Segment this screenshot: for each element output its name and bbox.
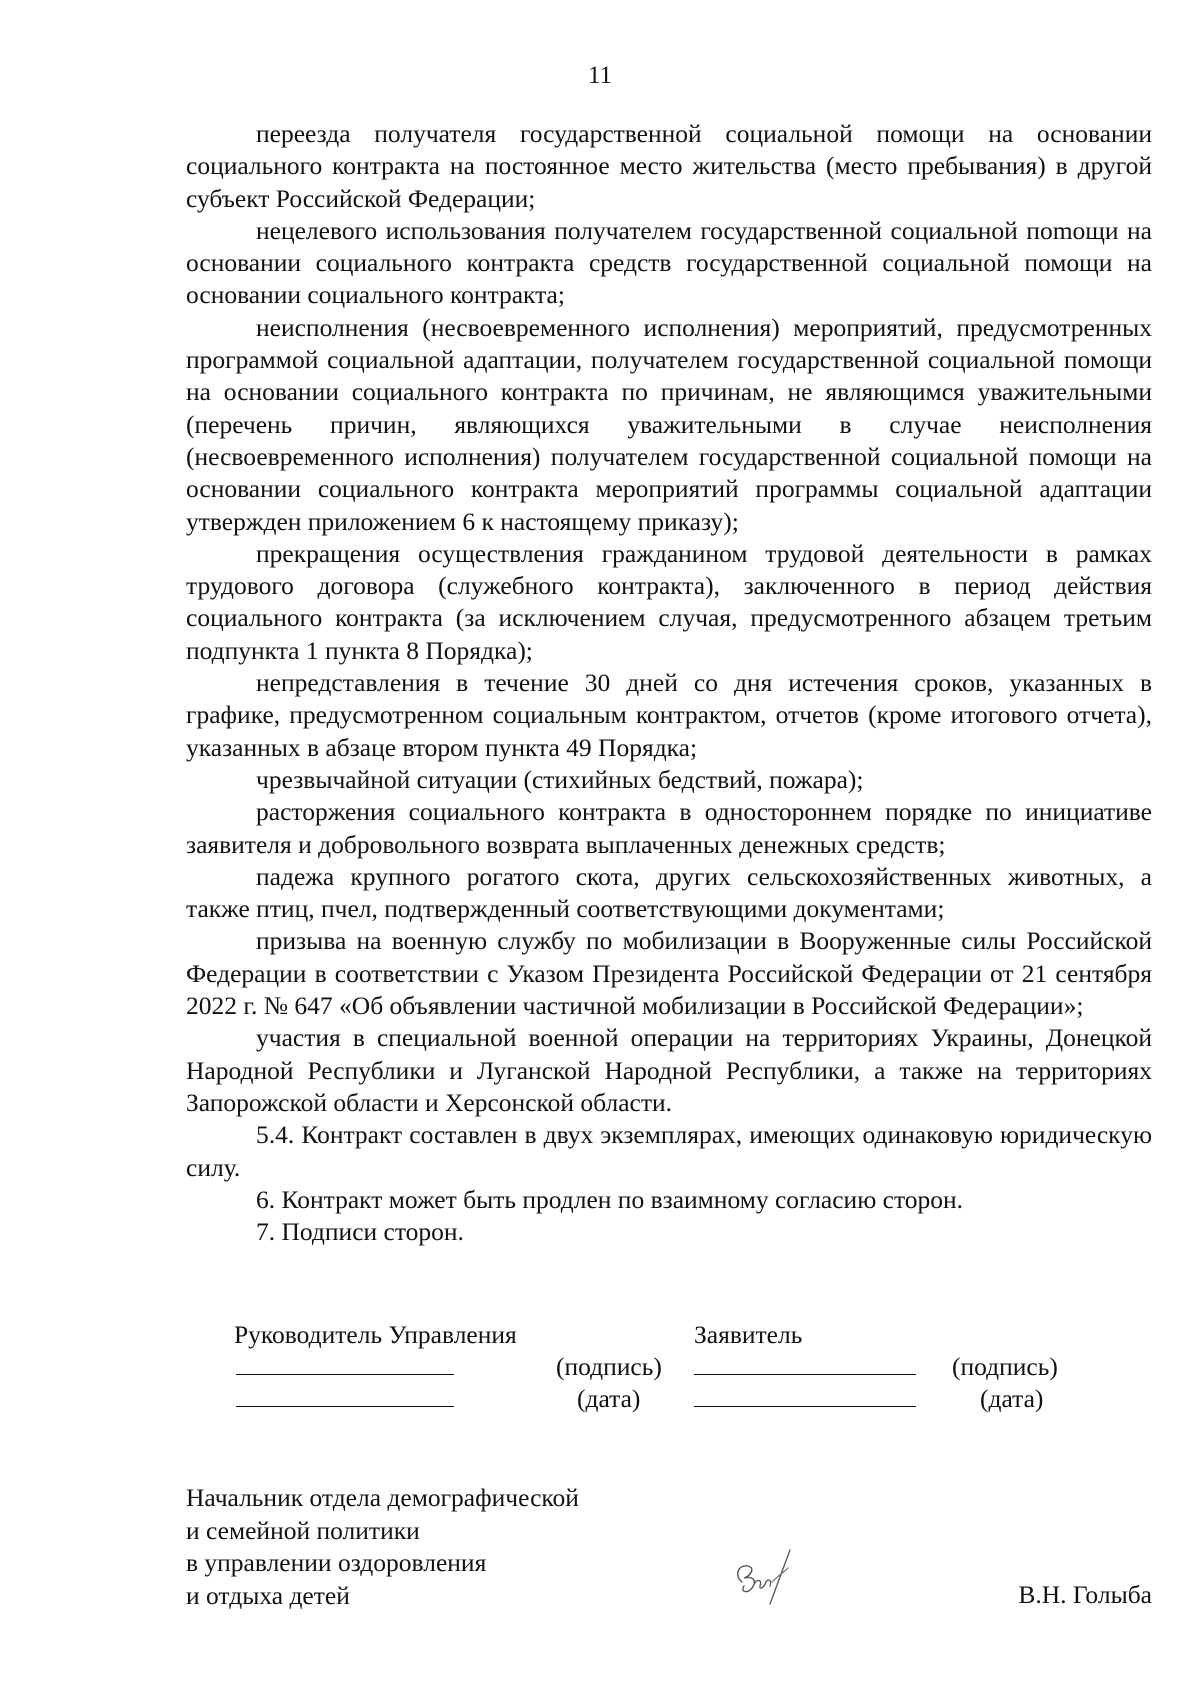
paragraph-non-submission-of-reports: непредставления в течение 30 дней со дня истечения сроков, указанных в графике, предусмотренном социальным контрактом, отчетов (кроме итогового отчета), указанных в абзаце втором пункта 49 Порядка; [186, 668, 1152, 762]
paragraph-special-operation: участия в специальной военной операции на территориях Украины, Донецкой Народной Республики и Луганской Народной Республики, а также на территориях Запорожской области и Херсонской области. [186, 1023, 1152, 1117]
signature-line-applicant [694, 1374, 916, 1375]
date-line-head [236, 1406, 454, 1407]
paragraph-mobilization: призыва на военную службу по мобилизации в Вооруженные силы Российской Федерации в соответствии с Указом Президента Российской Федерации от 21 сентября 2022 г. № 647 «Об объявлении частичной мобилизации в Российской Федерации»; [186, 926, 1152, 1021]
paragraph-relocation: переезда получателя государственной социальной помощи на основании социального контракта на постоянное место жительства (место пребывания) в другой субъект Российской Федерации; [186, 119, 1152, 213]
date-line-applicant [694, 1406, 916, 1407]
page-number: 11 [587, 62, 613, 89]
date-caption-head: (дата) [577, 1384, 641, 1413]
contract-body [186, 118, 1152, 1248]
position-line: и семейной политики [186, 1515, 420, 1545]
paragraph-non-fulfillment: неисполнения (несвоевременного исполнения) мероприятий, предусмотренных программой социальной адаптации, получателем государственной социальной помощи на основании социального контракта по причинам, не являющимся уважительными (перечень причин, являющихся уважительными в случае неисполнения (несвоевременного исполнения) получателем государственной социальной помощи на основании социального контракта мероприятий программы социальной адаптации утвержден приложением 6 к настоящему приказу); [186, 312, 1152, 536]
clause-5-4: 5.4. Контракт составлен в двух экземплярах, имеющих одинаковую юридическую силу. [186, 1120, 1152, 1182]
signature-caption-applicant: (подпись) [952, 1352, 1058, 1381]
paragraph-livestock-loss: падежа крупного рогатого скота, других сельскохозяйственных животных, а также птиц, пчел, подтвержденный соответствующими документами; [186, 861, 1152, 924]
signature-block [186, 1318, 1152, 1428]
paragraph-misuse-of-funds: нецелевого использования получателем государственной социальной поmощи на основании социального контракта средств государственной социальной помощи на основании социального контракта; [186, 215, 1152, 310]
paragraph-termination-of-employment: прекращения осуществления гражданином трудовой деятельности в рамках трудового договора (служебного контракта), заключенного в период действия социального контракта (за исключением случая, предусмотренного абзацем третьим подпункта 1 пункта 8 Порядка); [186, 538, 1152, 665]
clause-6: 6. Контракт может быть продлен по взаимному согласию сторон. [256, 1184, 964, 1214]
date-caption-applicant: (дата) [980, 1384, 1044, 1413]
signature-caption-head: (подпись) [556, 1352, 662, 1381]
signature-line-head [236, 1374, 454, 1375]
clause-7: 7. Подписи сторон. [256, 1217, 464, 1247]
position-line: в управлении оздоровления [186, 1548, 487, 1577]
position-line: Начальник отдела демографической [186, 1483, 579, 1512]
handwritten-signature-icon [728, 1542, 808, 1614]
paragraph-unilateral-termination: расторжения социального контракта в одностороннем порядке по инициативе заявителя и добровольного возврата выплаченных денежных средств; [186, 797, 1152, 859]
position-line: и отдыха детей [186, 1580, 350, 1610]
paragraph-emergency: чрезвычайной ситуации (стихийных бедствий, пожара); [256, 764, 864, 794]
official-position [186, 1482, 1152, 1612]
footer-signatory [186, 1482, 1152, 1622]
signatory-title-applicant: Заявитель [694, 1320, 803, 1349]
signatory-title-head: Руководитель Управления [234, 1320, 517, 1349]
official-name: В.Н. Голыба [1018, 1580, 1152, 1609]
